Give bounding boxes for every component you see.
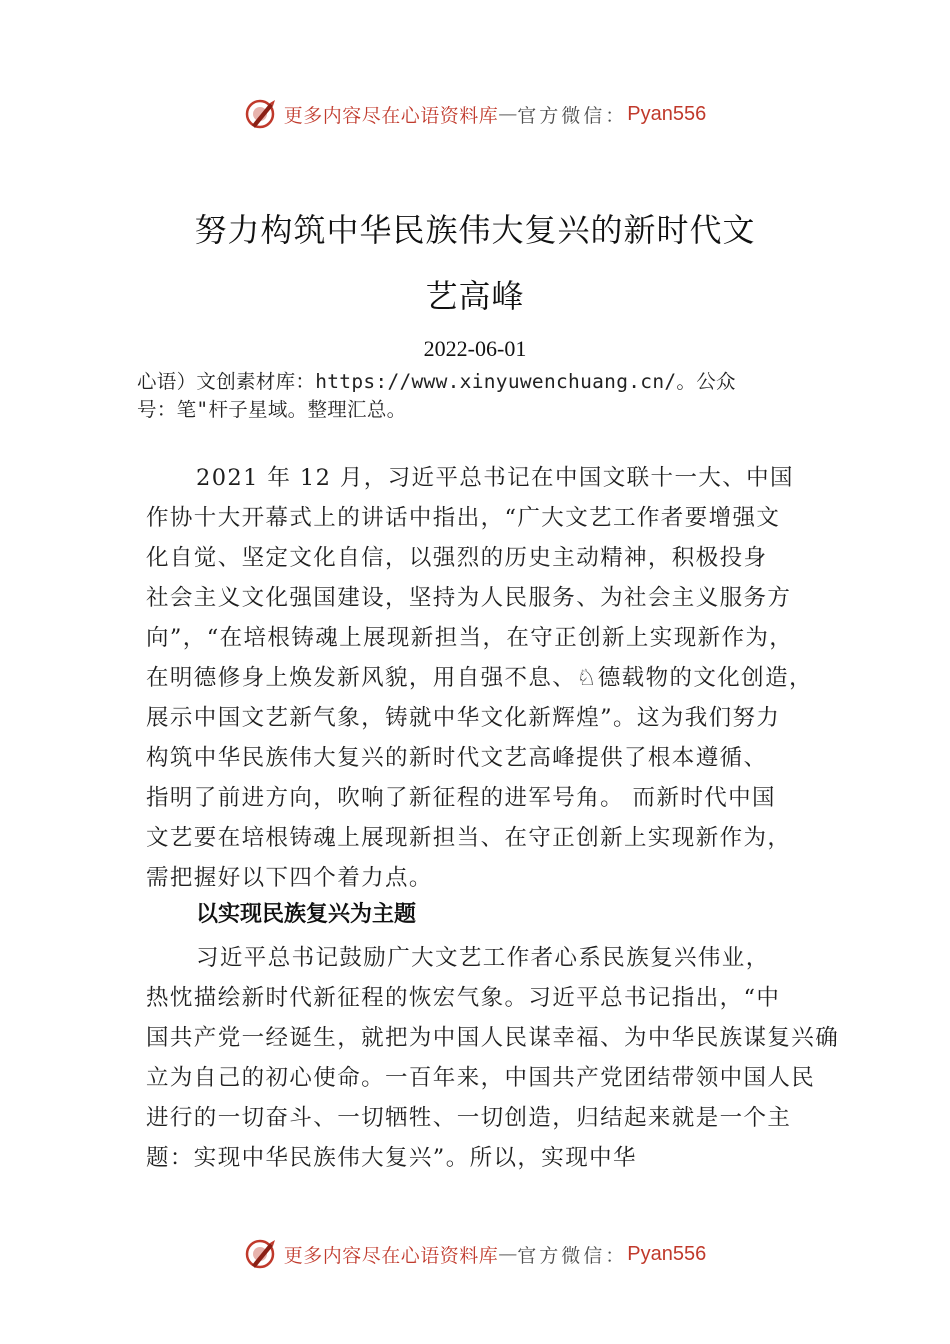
footer-banner bbox=[0, 1236, 950, 1272]
text-line: 指明了前进方向，吹响了新征程的进军号角。 而新时代中国 bbox=[146, 785, 776, 811]
text-line: 向”，“在培根铸魂上展现新担当，在守正创新上实现新作为， bbox=[146, 625, 794, 651]
section-heading: 以实现民族复兴为主题 bbox=[196, 902, 417, 927]
pen-logo-icon bbox=[244, 97, 278, 131]
library-slogan: 更多内容尽在心语资料库 bbox=[283, 104, 499, 127]
text-line: 习近平总书记鼓励广大文艺工作者心系民族复兴伟业， bbox=[196, 945, 770, 971]
header-banner bbox=[0, 96, 950, 132]
source-note bbox=[137, 368, 837, 424]
text-line: 作协十大开幕式上的讲话中指出，“广大文艺工作者要增强文 bbox=[146, 505, 781, 531]
text-line: 需把握好以下四个着力点。 bbox=[146, 865, 433, 891]
text-line: 化自觉、坚定文化自信，以强烈的历史主动精神，积极投身 bbox=[146, 545, 768, 571]
text-line: 展示中国文艺新气象，铸就中华文化新辉煌”。这为我们努力 bbox=[146, 705, 781, 731]
library-slogan: 更多内容尽在心语资料库 bbox=[283, 1244, 499, 1267]
wechat-label: 官方微信： bbox=[517, 104, 628, 127]
text-line: 在明德修身上焕发新风貌，用自强不息、♘德载物的文化创造， bbox=[146, 665, 813, 691]
text-line: 构筑中华民族伟大复兴的新时代文艺高峰提供了根本遵循、 bbox=[146, 745, 768, 771]
text-line: 立为自己的初心使命。一百年来，中国共产党团结带领中国人民 bbox=[146, 1065, 816, 1091]
banner-dash: — bbox=[498, 1243, 518, 1265]
article-title-line1: 努力构筑中华民族伟大复兴的新时代文 bbox=[194, 211, 756, 249]
article-title-line2: 艺高峰 bbox=[425, 277, 525, 315]
paragraph-1 bbox=[146, 458, 836, 898]
text-line: 国共产党一经诞生，就把为中国人民谋幸福、为中华民族谋复兴确 bbox=[146, 1025, 840, 1051]
text-line: 文艺要在培根铸魂上展现新担当、在守正创新上实现新作为， bbox=[146, 825, 792, 851]
text-line: 热忱描绘新时代新征程的恢宏气象。习近平总书记指出，“中 bbox=[146, 985, 781, 1011]
publish-date: 2022-06-01 bbox=[423, 336, 527, 361]
text-line: 进行的一切奋斗、一切牺牲、一切创造，归结起来就是一个主 bbox=[146, 1105, 792, 1131]
paragraph-2 bbox=[146, 938, 840, 1178]
wechat-id: Pyan556 bbox=[627, 1242, 707, 1265]
wechat-label: 官方微信： bbox=[517, 1244, 628, 1267]
source-line: 号：笔"杆子星域。整理汇总。 bbox=[137, 398, 407, 421]
pen-logo-icon bbox=[244, 1237, 278, 1271]
text-line: 题：实现中华民族伟大复兴”。所以，实现中华 bbox=[146, 1145, 637, 1171]
source-line: 心语）文创素材库：https://www.xinyuwenchuang.cn/。公众 bbox=[137, 370, 736, 393]
text-line: 社会主义文化强国建设，坚持为人民服务、为社会主义服务方 bbox=[146, 585, 792, 611]
banner-dash: — bbox=[498, 103, 518, 125]
text-line: 2021 年 12 月，习近平总书记在中国文联十一大、中国 bbox=[196, 465, 794, 491]
wechat-id: Pyan556 bbox=[627, 102, 707, 125]
